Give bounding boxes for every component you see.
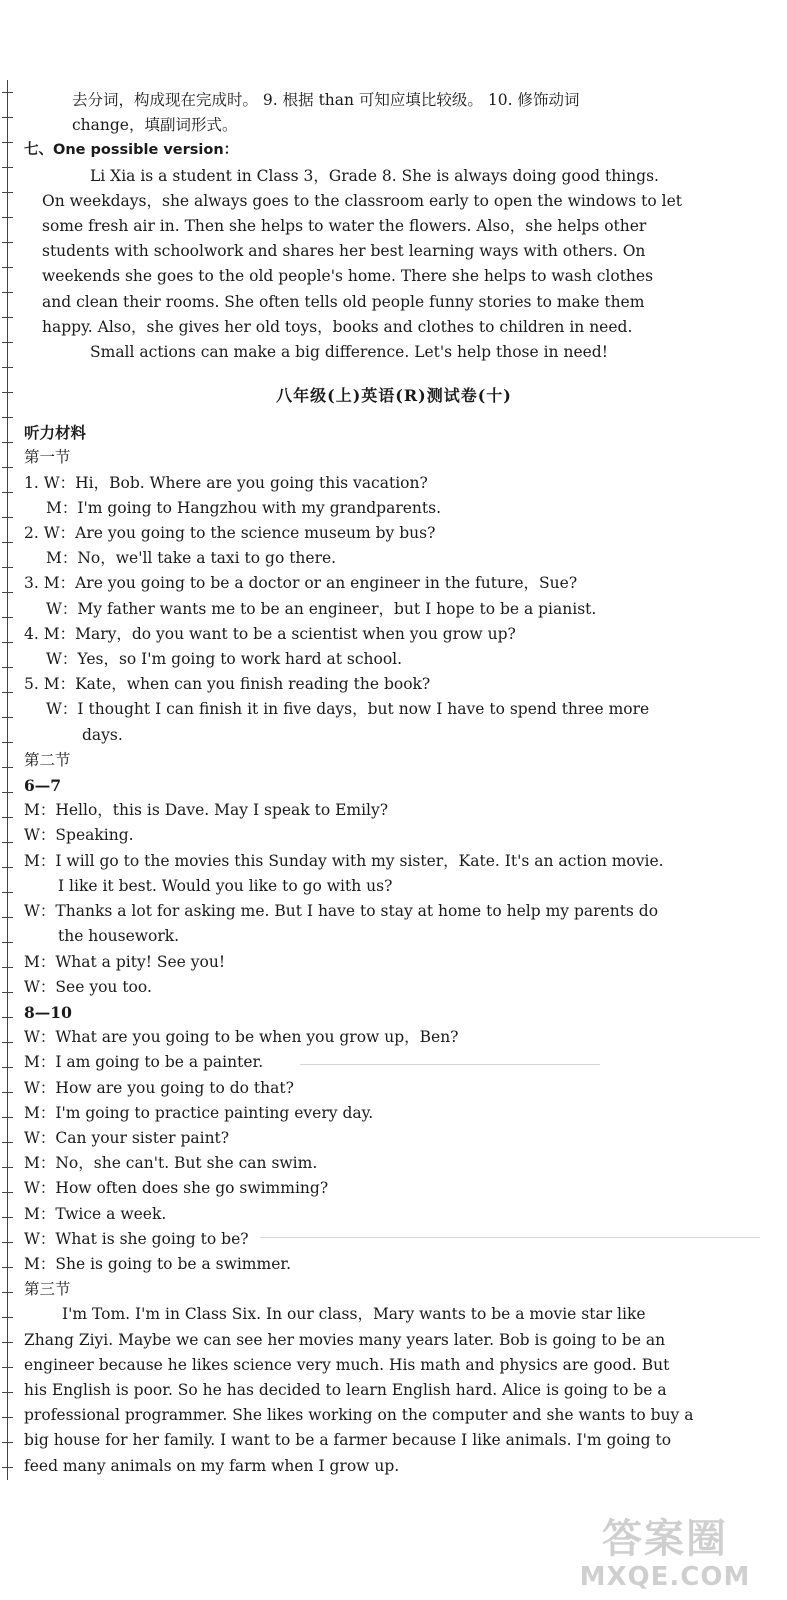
essay-line: students with schoolwork and shares her best learning ways with others. On — [42, 242, 646, 261]
prev-notes-line-2: change，填副词形式。 — [72, 116, 238, 135]
binding-tick — [2, 642, 13, 643]
binding-tick — [2, 967, 13, 968]
binding-tick — [2, 242, 13, 243]
dialogue-line: M：I'm going to Hangzhou with my grandparents. — [46, 498, 442, 517]
scan-artifact-line — [300, 1064, 600, 1065]
section-1-heading: 第一节 — [24, 448, 71, 467]
binding-tick — [2, 92, 13, 93]
binding-tick — [2, 1017, 13, 1018]
binding-tick — [2, 817, 13, 818]
binding-tick — [2, 417, 13, 418]
binding-tick — [2, 267, 13, 268]
passage-line: I'm Tom. I'm in Class Six. In our class，Mary wants to be a movie star like — [62, 1305, 646, 1324]
dialogue-line: W：Speaking. — [24, 826, 134, 845]
binding-tick — [2, 1317, 13, 1318]
watermark-url: MXQE.COM — [579, 1562, 751, 1592]
binding-tick — [2, 542, 13, 543]
essay-line: On weekdays，she always goes to the classroom early to open the windows to let — [42, 191, 683, 210]
essay-line: Li Xia is a student in Class 3，Grade 8. She is always doing good things. — [90, 166, 659, 185]
binding-tick — [2, 1042, 13, 1043]
binding-tick — [2, 342, 13, 343]
binding-tick — [2, 142, 13, 143]
binding-tick — [2, 692, 13, 693]
binding-tick — [2, 217, 13, 218]
binding-tick — [2, 942, 13, 943]
watermark-logo: 答案圈 — [602, 1516, 728, 1562]
binding-tick — [2, 992, 13, 993]
watermark — [555, 1516, 775, 1594]
binding-tick — [2, 1417, 13, 1418]
dialogue-line: M：I'm going to practice painting every day. — [24, 1103, 374, 1122]
passage-line: feed many animals on my farm when I grow up. — [24, 1456, 400, 1475]
dialogue-line: W：Thanks a lot for asking me. But I have to stay at home to help my parents do — [24, 902, 659, 921]
binding-tick — [2, 442, 13, 443]
dialogue-line: M：What a pity! See you! — [24, 952, 226, 971]
binding-line — [7, 80, 8, 1480]
prev-notes-line-1: 去分词，构成现在完成时。 9. 根据 than 可知应填比较级。 10. 修饰动词 — [72, 91, 580, 109]
dialogue-line: days. — [82, 725, 123, 744]
binding-tick — [2, 492, 13, 493]
dialogue-line: W：I thought I can finish it in five days，but now I have to spend three more — [46, 700, 650, 719]
scan-artifact-line — [260, 1237, 760, 1238]
binding-tick — [2, 667, 13, 668]
passage-line: big house for her family. I want to be a farmer because I like animals. I'm going to — [24, 1431, 672, 1450]
essay-line: weekends she goes to the old people's home. There she helps to wash clothes — [42, 267, 654, 286]
binding-tick — [2, 117, 13, 118]
dialogue-line: W：See you too. — [24, 977, 152, 996]
question-group-label: 6—7 — [24, 776, 62, 796]
binding-tick — [2, 1067, 13, 1068]
binding-tick — [2, 1292, 13, 1293]
dialogue-line: W：Yes，so I'm going to work hard at school. — [46, 650, 403, 669]
binding-tick — [2, 1117, 13, 1118]
passage-line: engineer because he likes science very much. His math and physics are good. But — [24, 1355, 670, 1374]
essay-line: some fresh air in. Then she helps to water the flowers. Also，she helps other — [42, 217, 647, 236]
binding-tick — [2, 1392, 13, 1393]
binding-tick — [2, 1342, 13, 1343]
dialogue-line: M：I will go to the movies this Sunday with my sister，Kate. It's an action movie. — [24, 851, 664, 870]
dialogue-line: 1. W：Hi，Bob. Where are you going this vacation? — [24, 473, 428, 492]
section-3-heading: 第三节 — [24, 1280, 71, 1299]
binding-tick — [2, 1192, 13, 1193]
binding-tick — [2, 367, 13, 368]
binding-tick — [2, 1167, 13, 1168]
question-group-label: 8—10 — [24, 1002, 72, 1022]
binding-tick — [2, 567, 13, 568]
dialogue-line: W：What is she going to be? — [24, 1229, 249, 1248]
dialogue-line: I like it best. Would you like to go with us? — [58, 876, 393, 895]
binding-tick — [2, 1242, 13, 1243]
binding-tick — [2, 317, 13, 318]
binding-tick — [2, 1267, 13, 1268]
passage-line: Zhang Ziyi. Maybe we can see her movies many years later. Bob is going to be an — [24, 1330, 666, 1349]
binding-tick — [2, 842, 13, 843]
binding-tick — [2, 892, 13, 893]
dialogue-line: W：My father wants me to be an engineer，but I hope to be a pianist. — [46, 599, 597, 618]
binding-tick — [2, 167, 13, 168]
dialogue-line: W：What are you going to be when you grow up，Ben? — [24, 1028, 459, 1047]
binding-tick — [2, 292, 13, 293]
binding-tick — [2, 1467, 13, 1468]
binding-tick — [2, 792, 13, 793]
section-2-heading: 第二节 — [24, 750, 71, 769]
dialogue-line: W：How are you going to do that? — [24, 1078, 294, 1097]
binding-tick — [2, 917, 13, 918]
dialogue-line: M：No，we'll take a taxi to go there. — [46, 549, 337, 568]
binding-tick — [2, 1217, 13, 1218]
dialogue-line: M：Twice a week. — [24, 1204, 167, 1223]
dialogue-line: M：She is going to be a swimmer. — [24, 1254, 292, 1273]
binding-tick — [2, 1442, 13, 1443]
dialogue-line: 3. M：Are you going to be a doctor or an engineer in the future，Sue? — [24, 574, 578, 593]
binding-tick — [2, 1092, 13, 1093]
essay-line: and clean their rooms. She often tells old people funny stories to make them — [42, 292, 645, 311]
binding-tick — [2, 1142, 13, 1143]
binding-tick — [2, 867, 13, 868]
binding-tick — [2, 767, 13, 768]
essay-heading: 七、One possible version： — [24, 142, 239, 159]
binding-tick — [2, 392, 13, 393]
dialogue-line: 4. M：Mary，do you want to be a scientist when you grow up? — [24, 624, 516, 643]
dialogue-line: M：No，she can't. But she can swim. — [24, 1154, 318, 1173]
dialogue-line: W：Can your sister paint? — [24, 1128, 230, 1147]
binding-tick — [2, 192, 13, 193]
binding-tick — [2, 517, 13, 518]
dialogue-line: W：How often does she go swimming? — [24, 1179, 329, 1198]
binding-margin — [0, 0, 16, 1600]
passage-line: his English is poor. So he has decided to learn English hard. Alice is going to be a — [24, 1380, 667, 1399]
binding-tick — [2, 592, 13, 593]
listening-heading: 听力材料 — [24, 423, 87, 443]
dialogue-line: M：I am going to be a painter. — [24, 1053, 264, 1072]
page-content — [24, 88, 764, 1479]
binding-tick — [2, 1367, 13, 1368]
binding-tick — [2, 742, 13, 743]
essay-line: happy. Also，she gives her old toys，books and clothes to children in need. — [42, 317, 633, 336]
essay-line: Small actions can make a big difference. Let's help those in need! — [90, 343, 608, 362]
test-title: 八年级(上)英语(R)测试卷(十) — [276, 386, 512, 406]
binding-tick — [2, 467, 13, 468]
dialogue-line: 5. M：Kate，when can you finish reading the book? — [24, 675, 431, 694]
dialogue-line: 2. W：Are you going to the science museum by bus? — [24, 524, 436, 543]
dialogue-line: M：Hello，this is Dave. May I speak to Emily? — [24, 801, 389, 820]
passage-line: professional programmer. She likes working on the computer and she wants to buy a — [24, 1406, 694, 1425]
binding-tick — [2, 717, 13, 718]
dialogue-line: the housework. — [58, 927, 180, 946]
binding-tick — [2, 617, 13, 618]
